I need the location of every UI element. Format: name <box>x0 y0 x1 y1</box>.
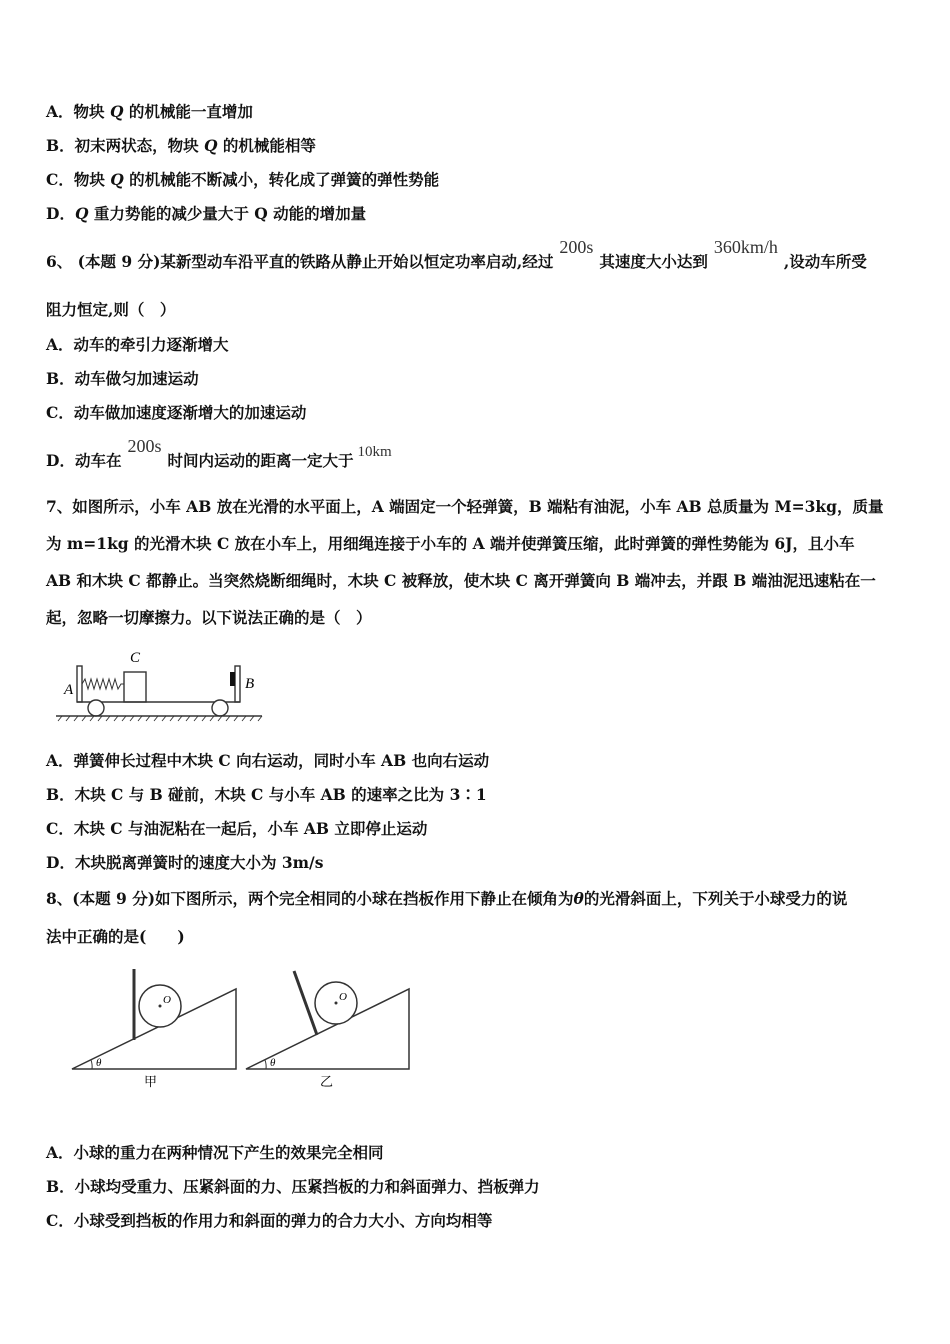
theta-left: θ <box>96 1057 102 1069</box>
figure-label-b: B <box>245 676 255 692</box>
q6-option-a: A．动车的牵引力逐渐增大 <box>46 335 229 354</box>
label-jia: 甲 <box>144 1074 158 1089</box>
figure-label-c: C <box>130 650 141 666</box>
figure-label-a: A <box>64 682 74 698</box>
q6-d-math-distance: 10km <box>357 444 392 460</box>
q5-option-d: D．Q 重力势能的减少量大于 Q 动能的增加量 <box>46 204 367 223</box>
q8-stem-line2: 法中正确的是( ) <box>46 927 185 946</box>
q7-stem-line4: 起，忽略一切摩擦力。以下说法正确的是（ ） <box>46 608 372 627</box>
q6-option-c: C．动车做加速度逐渐增大的加速运动 <box>46 403 307 422</box>
q7-stem-line2: 为 m=1kg 的光滑木块 C 放在小车上，用细绳连接于小车的 A 端并使弹簧压缩，此时弹簧的弹性势能为 6J，且小车 <box>46 534 855 553</box>
center-o-right: O <box>339 991 347 1003</box>
q6-stem-line1: 6、 (本题 9 分)某新型动车沿平直的铁路从静止开始以恒定功率启动,经过200s其速度大小达到360km/h,设动车所受 <box>46 237 867 271</box>
center-o-left: O <box>163 994 171 1006</box>
q8-stem-line1: 8、(本题 9 分)如下图所示，两个完全相同的小球在挡板作用下静止在倾角为θ的光滑斜面上，下列关于小球受力的说 <box>46 889 848 908</box>
q8-option-b: B．小球均受重力、压紧斜面的力、压紧挡板的力和斜面弹力、挡板弹力 <box>46 1177 540 1196</box>
q5-option-b: B．初末两状态，物块 Q 的机械能相等 <box>46 136 316 155</box>
q8-option-c: C．小球受到挡板的作用力和斜面的弹力的合力大小、方向均相等 <box>46 1211 493 1230</box>
q5-option-a: A．物块 Q 的机械能一直增加 <box>46 102 253 121</box>
q7-stem-line1: 7、如图所示，小车 AB 放在光滑的水平面上，A 端固定一个轻弹簧，B 端粘有油泥，小车 AB 总质量为 M=3kg，质量 <box>46 497 884 516</box>
q6-math-time: 200s <box>559 237 594 257</box>
q7-option-c: C．木块 C 与油泥粘在一起后，小车 AB 立即停止运动 <box>46 819 428 838</box>
q6-option-b: B．动车做匀加速运动 <box>46 369 199 388</box>
q8-incline-figure <box>64 965 414 1090</box>
q7-option-a: A．弹簧伸长过程中木块 C 向右运动，同时小车 AB 也向右运动 <box>46 751 490 770</box>
q6-stem-line2: 阻力恒定,则（ ） <box>46 300 176 319</box>
theta-right: θ <box>270 1057 276 1069</box>
q7-option-d: D．木块脱离弹簧时的速度大小为 3m/s <box>46 853 324 872</box>
label-yi: 乙 <box>320 1074 334 1089</box>
q7-option-b: B．木块 C 与 B 碰前，木块 C 与小车 AB 的速率之比为 3∶1 <box>46 785 487 804</box>
q7-stem-line3: AB 和木块 C 都静止。当突然烧断细绳时，木块 C 被释放，使木块 C 离开弹簧向 B 端冲去，并跟 B 端油泥迅速粘在一 <box>46 571 876 590</box>
q5-option-c: C．物块 Q 的机械能不断减小，转化成了弹簧的弹性势能 <box>46 170 440 189</box>
q7-cart-figure <box>52 646 267 726</box>
q6-d-math-time: 200s <box>127 436 162 456</box>
q6-option-d: D．动车在200s时间内运动的距离一定大于 10km <box>46 436 392 470</box>
q6-math-speed: 360km/h <box>713 237 778 257</box>
q8-option-a: A．小球的重力在两种情况下产生的效果完全相同 <box>46 1143 384 1162</box>
